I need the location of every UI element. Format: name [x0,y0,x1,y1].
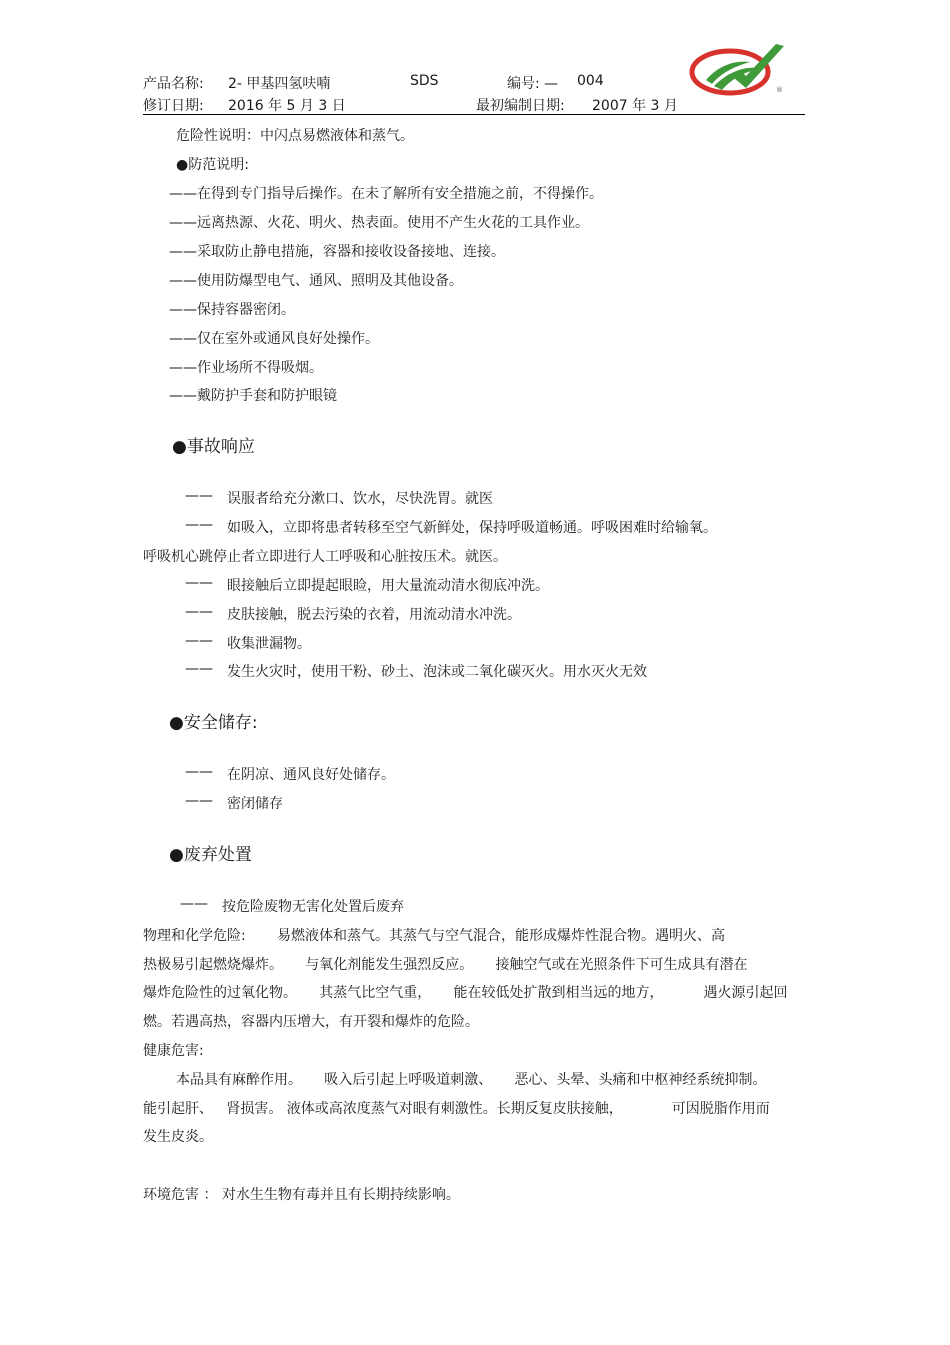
precaution-item: ——使用防爆型电气、通风、照明及其他设备。 [169,273,463,289]
response-item: 皮肤接触，脱去污染的衣着，用流动清水冲洗。 [227,607,521,623]
health-line: 发生皮炎。 [143,1129,213,1145]
response-dash: —— [185,633,213,649]
physchem-line: 易燃液体和蒸气。其蒸气与空气混合，能形成爆炸性混合物。遇明火、高 [277,928,725,944]
precaution-item: ——仅在室外或通风良好处操作。 [169,331,379,347]
disposal-item: 按危险废物无害化处置后废弃 [222,899,404,915]
first-edit-date-label: 最初编制日期: [476,98,565,114]
physchem-line: 燃。若遇高热，容器内压增大，有开裂和爆炸的危险。 [143,1014,479,1030]
storage-title: ●安全储存: [169,713,258,733]
disposal-title: ●废弃处置 [169,845,252,865]
health-line: 本品具有麻醉作用。 吸入后引起上呼吸道刺激、 恶心、头晕、头痛和中枢神经系统抑制。 [176,1072,767,1088]
hazard-statement: 危险性说明：中闪点易燃液体和蒸气。 [176,128,414,144]
response-dash: —— [185,661,213,677]
physchem-line: 爆炸危险性的过氧化物。 其蒸气比空气重， 能在较低处扩散到相当远的地方， 遇火源引起回 [143,985,788,1001]
response-item: 如吸入，立即将患者转移至空气新鲜处，保持呼吸道畅通。呼吸困难时给输氧。 [227,520,717,536]
precaution-item: ——采取防止静电措施，容器和接收设备接地、连接。 [169,244,505,260]
storage-item: 密闭储存 [227,796,283,812]
response-item: 眼接触后立即提起眼睑，用大量流动清水彻底冲洗。 [227,578,549,594]
response-dash: —— [185,604,213,620]
product-name-value: 2- 甲基四氢呋喃 [228,76,331,92]
response-item: 收集泄漏物。 [227,636,311,652]
precaution-item: ——保持容器密闭。 [169,302,295,318]
header-divider [143,114,805,115]
response-dash: —— [185,575,213,591]
response-continuation: 呼吸机心跳停止者立即进行人工呼吸和心脏按压术。就医。 [143,549,507,565]
revision-date-value: 2016 年 5 月 3 日 [228,98,346,114]
precaution-item: ——远离热源、火花、明火、热表面。使用不产生火花的工具作业。 [169,215,589,231]
response-dash: —— [185,488,213,504]
storage-item: 在阴凉、通风良好处储存。 [227,767,395,783]
storage-dash: —— [185,793,213,809]
health-label: 健康危害: [143,1043,204,1059]
company-logo [688,40,793,100]
precaution-title: ●防范说明: [176,157,249,173]
response-dash: —— [185,517,213,533]
doc-number-value: 004 [577,73,604,89]
first-edit-date-value: 2007 年 3 月 [592,98,678,114]
disposal-dash: —— [180,896,208,912]
response-item: 发生火灾时，使用干粉、砂土、泡沫或二氧化碳灭火。用水灭火无效 [227,664,647,680]
environment-hazard: 环境危害 ： 对水生生物有毒并且有长期持续影响。 [143,1187,460,1203]
physchem-line: 热极易引起燃烧爆炸。 与氧化剂能发生强烈反应。 接触空气或在光照条件下可生成具有潜在 [143,957,748,973]
response-item: 误服者给充分漱口、饮水，尽快洗胃。就医 [227,491,493,507]
response-title: ●事故响应 [172,437,255,457]
storage-dash: —— [185,764,213,780]
precaution-item: ——作业场所不得吸烟。 [169,360,323,376]
revision-date-label: 修订日期: [143,98,204,114]
doc-number-label: 编号: — [507,76,559,92]
product-name-label: 产品名称: [143,76,204,92]
health-line: 能引起肝、 肾损害。 液体或高浓度蒸气对眼有刺激性。长期反复皮肤接触， 可因脱脂作用而 [143,1101,770,1117]
physchem-label: 物理和化学危险: [143,928,246,944]
doc-type: SDS [410,73,439,89]
precaution-item: ——在得到专门指导后操作。在未了解所有安全措施之前，不得操作。 [169,186,603,202]
precaution-item: ——戴防护手套和防护眼镜 [169,388,337,404]
registered-mark: ® [776,86,783,94]
